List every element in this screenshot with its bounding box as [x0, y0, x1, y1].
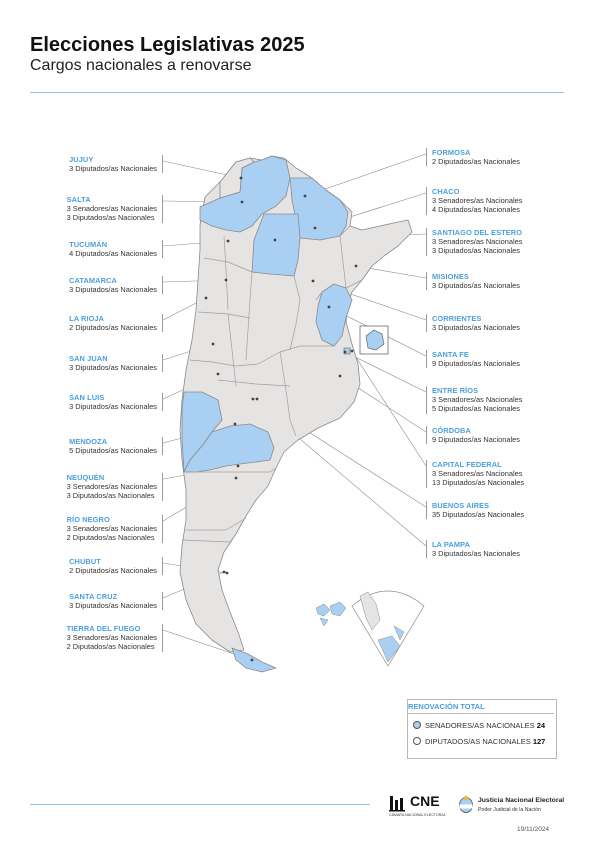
- province-label: [426, 314, 520, 332]
- province-seats: 3 Diputados/as Nacionales: [432, 281, 520, 291]
- leader-dot: [312, 280, 315, 283]
- jne-subtitle: Poder Judicial de la Nación: [478, 807, 541, 813]
- legend-deputies-total: 127: [532, 737, 546, 746]
- province-label: [69, 314, 163, 332]
- legend-deputies-label: DIPUTADOS/AS NACIONALES: [425, 737, 531, 746]
- legend-senators: [413, 721, 545, 730]
- province-seats: 4 Diputados/as Nacionales: [69, 249, 157, 259]
- province-name: NEUQUÉN: [66, 473, 105, 482]
- leader-dot: [223, 571, 226, 574]
- province-seats: 5 Diputados/as Nacionales: [432, 404, 520, 414]
- province-seats: 3 Senadores/as Nacionales: [66, 524, 157, 534]
- province-label: [67, 195, 163, 223]
- province-name: CÓRDOBA: [432, 426, 471, 435]
- province-seats: 3 Diputados/as Nacionales: [432, 549, 520, 559]
- province-seats: 2 Diputados/as Nacionales: [69, 566, 157, 576]
- province-seats: 3 Diputados/as Nacionales: [69, 363, 157, 373]
- province-seats: 3 Diputados/as Nacionales: [69, 601, 157, 611]
- province-label: [426, 272, 520, 290]
- province-seats: 3 Diputados/as Nacionales: [432, 246, 520, 256]
- cne-logo-icon: [389, 793, 409, 813]
- province-name: MISIONES: [432, 272, 469, 281]
- leader-dot: [344, 351, 347, 354]
- leader-dot: [212, 343, 215, 346]
- province-label: [426, 460, 524, 488]
- leader-dot: [314, 227, 317, 230]
- province-label: [67, 473, 163, 501]
- legend-divider: [408, 713, 554, 714]
- leader-dot: [355, 265, 358, 268]
- province-label: [426, 540, 520, 558]
- province-seats: 5 Diputados/as Nacionales: [69, 446, 157, 456]
- province-seats: 35 Diputados/as Nacionales: [432, 510, 525, 520]
- page-subtitle: Cargos nacionales a renovarse: [30, 57, 252, 74]
- deputies-swatch-icon: [413, 737, 421, 745]
- province-label: [69, 393, 163, 411]
- province-name: SANTA CRUZ: [69, 592, 118, 601]
- leader-dot: [226, 572, 229, 575]
- province-label: [426, 386, 522, 414]
- province-name: MENDOZA: [69, 437, 108, 446]
- antarctic-sector: [352, 591, 424, 666]
- legend-senators-total: 24: [536, 721, 546, 730]
- province-name: TIERRA DEL FUEGO: [66, 624, 141, 633]
- province-name: ENTRE RÍOS: [432, 386, 479, 395]
- province-label: [69, 437, 163, 455]
- leader-dot: [256, 398, 259, 401]
- caba-inset: [360, 326, 388, 354]
- province-name: CAPITAL FEDERAL: [432, 460, 502, 469]
- leader-dot: [240, 177, 243, 180]
- province-name: FORMOSA: [432, 148, 471, 157]
- footer-divider: [30, 804, 370, 805]
- province-seats: 3 Diputados/as Nacionales: [69, 402, 157, 412]
- province-name: SAN LUIS: [69, 393, 105, 402]
- province-seats: 13 Diputados/as Nacionales: [432, 478, 525, 488]
- province-label: [69, 276, 163, 294]
- leader-dot: [304, 195, 307, 198]
- province-label: [69, 354, 163, 372]
- leader-dot: [225, 279, 228, 282]
- province-label: [426, 148, 520, 166]
- leader-line: [352, 351, 426, 466]
- leader-dot: [328, 306, 331, 309]
- province-name: TUCUMÁN: [69, 240, 108, 249]
- province-name: LA PAMPA: [432, 540, 471, 549]
- senators-swatch-icon: [413, 721, 421, 729]
- malvinas-islands: [316, 602, 346, 626]
- province-name: CHACO: [432, 187, 460, 196]
- leader-dot: [217, 373, 220, 376]
- leader-dot: [234, 423, 237, 426]
- province-seats: 3 Diputados/as Nacionales: [66, 491, 155, 501]
- national-emblem-icon: [458, 795, 474, 813]
- province-seats: 2 Diputados/as Nacionales: [66, 533, 155, 543]
- publication-date: 19/11/2024: [517, 826, 550, 833]
- province-name: BUENOS AIRES: [432, 501, 490, 510]
- province-name: CORRIENTES: [432, 314, 482, 323]
- province-label: [426, 426, 520, 444]
- province-seats: 3 Senadores/as Nacionales: [432, 196, 523, 206]
- province-seats: 9 Diputados/as Nacionales: [432, 435, 520, 445]
- leader-dot: [351, 350, 354, 353]
- cne-subtitle: CÁMARA NACIONAL ELECTORAL: [389, 813, 446, 817]
- province-seats: 9 Diputados/as Nacionales: [432, 359, 520, 369]
- province-name: CHUBUT: [69, 557, 101, 566]
- leader-dot: [339, 375, 342, 378]
- province-seats: 3 Diputados/as Nacionales: [432, 323, 520, 333]
- province-name: SALTA: [66, 195, 91, 204]
- province-seats: 2 Diputados/as Nacionales: [69, 323, 157, 333]
- leader-dot: [237, 465, 240, 468]
- province-label: [426, 187, 522, 215]
- legend-deputies: [413, 737, 545, 746]
- province-seats: 2 Diputados/as Nacionales: [66, 642, 155, 652]
- province-label: [69, 155, 163, 173]
- province-seats: 3 Senadores/as Nacionales: [432, 395, 523, 405]
- legend-title: RENOVACIÓN TOTAL: [408, 702, 485, 711]
- province-seats: 3 Diputados/as Nacionales: [66, 213, 155, 223]
- leader-dot: [227, 240, 230, 243]
- province-label: [67, 515, 163, 543]
- province-seats: 3 Senadores/as Nacionales: [66, 482, 157, 492]
- province-label: [67, 624, 163, 652]
- province-name: JUJUY: [69, 155, 94, 164]
- province-name: SAN JUAN: [69, 354, 108, 363]
- province-seats: 3 Diputados/as Nacionales: [69, 285, 157, 295]
- province-seats: 3 Senadores/as Nacionales: [432, 237, 523, 247]
- province-label: [426, 350, 520, 368]
- leader-dot: [252, 398, 255, 401]
- page-title: Elecciones Legislativas 2025: [30, 34, 305, 56]
- leader-dot: [241, 201, 244, 204]
- province-label: [426, 501, 524, 519]
- province-name: RÍO NEGRO: [66, 515, 110, 524]
- province-name: SANTA FE: [432, 350, 469, 359]
- province-seats: 3 Senadores/as Nacionales: [66, 204, 157, 214]
- province-name: SANTIAGO DEL ESTERO: [432, 228, 523, 237]
- province-seats: 3 Senadores/as Nacionales: [432, 469, 523, 479]
- leader-dot: [235, 477, 238, 480]
- province-tierradelfuego: [232, 648, 276, 672]
- leader-dot: [205, 297, 208, 300]
- province-seats: 3 Senadores/as Nacionales: [66, 633, 157, 643]
- province-seats: 2 Diputados/as Nacionales: [432, 157, 520, 167]
- province-name: CATAMARCA: [69, 276, 117, 285]
- leader-dot: [251, 659, 254, 662]
- province-label: [426, 228, 522, 256]
- province-seats: 3 Diputados/as Nacionales: [69, 164, 157, 174]
- leader-dot: [274, 239, 277, 242]
- legend-senators-label: SENADORES/AS NACIONALES: [425, 721, 535, 730]
- cne-logo-text: CNE: [410, 793, 440, 809]
- province-label: [69, 557, 163, 575]
- province-seats: 4 Diputados/as Nacionales: [432, 205, 520, 215]
- province-label: [69, 240, 163, 258]
- province-label: [69, 592, 163, 610]
- province-name: LA RIOJA: [69, 314, 105, 323]
- jne-title: Justicia Nacional Electoral: [478, 797, 565, 804]
